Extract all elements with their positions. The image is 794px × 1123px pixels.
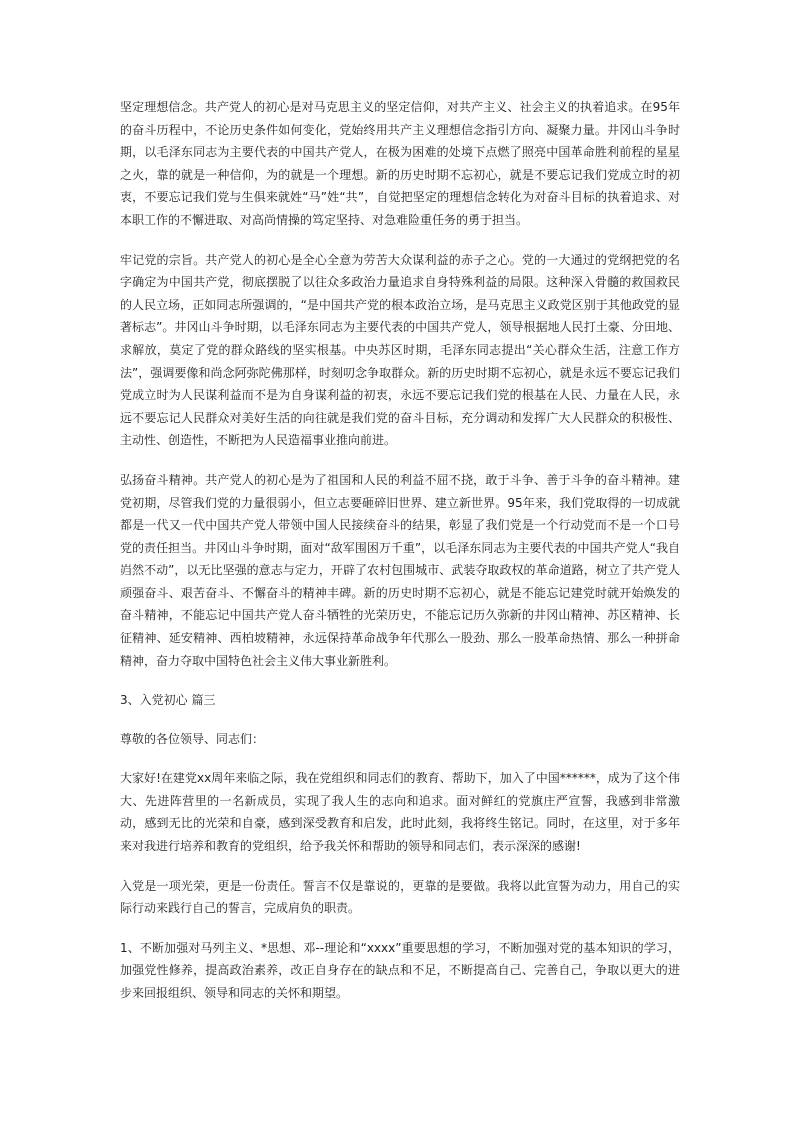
paragraph-ideals: 坚定理想信念。共产党人的初心是对马克思主义的坚定信仰，对共产主义、社会主义的执着追求。在95年的奋斗历程中，不论历史条件如何变化，党始终用共产主义理想信念指引方向、凝聚力量。井冈山斗争时期，以毛泽东同志为主要代表的中国共产党人，在极为困难的处境下点燃了照亮中国革命胜利前程的星星之火，靠的就是一种信仰，为的就是一个理想。新的历史时期不忘初心，就是不要忘记我们党成立时的初衷，不要忘记我们党与生俱来就姓“马”姓“共”，自觉把坚定的理想信念转化为对奋斗目标的执着追求、对本职工作的不懈进取、对高尚情操的笃定坚持、对急难险重任务的勇于担当。	[120, 100, 680, 227]
paragraph-struggle: 弘扬奋斗精神。共产党人的初心是为了祖国和人民的利益不屈不挠，敢于斗争、善于斗争的奋斗精神。建党初期，尽管我们党的力量很弱小，但立志要砸碎旧世界、建立新世界。95年来，我们党取得的一切成就都是一代又一代中国共产党人带领中国人民接续奋斗的结果，彰显了我们党是一个行动党而不是一个口号党的责任担当。井冈山斗争时期，面对“敌军围困万千重”，以毛泽东同志为主要代表的中国共产党人“我自岿然不动”，以无比坚强的意志与定力，开辟了农村包围城市、武装夺取政权的革命道路，树立了共产党人顽强奋斗、艰苦奋斗、不懈奋斗的精神丰碑。新的历史时期不忘初心，就是不能忘记建党时就开始焕发的奋斗精神，不能忘记中国共产党人奋斗牺牲的光荣历史，不能忘记历久弥新的井冈山精神、苏区精神、长征精神、延安精神、西柏坡精神，永远保持革命战争年代那么一股劲、那么一股革命热情、那么一种拼命精神，奋力夺取中国特色社会主义伟大事业新胜利。	[120, 472, 680, 668]
paragraph-item-1: 1、不断加强对马列主义、*思想、邓--理论和“xxxx”重要思想的学习，不断加强对党的基本知识的学习，加强党性修养，提高政治素养，改正自身存在的缺点和不足，不断提高自己、完善自己，争取以更大的进步来回报组织、领导和同志的关怀和期望。	[120, 940, 680, 1000]
document-page	[120, 96, 680, 1022]
paragraph-greeting: 大家好!在建党xx周年来临之际，我在党组织和同志们的教育、帮助下，加入了中国******，成为了这个伟大、先进阵营里的一名新成员，实现了我人生的志向和追求。面对鲜红的党旗庄严宣誓，我感到非常激动，感到无比的光荣和自豪，感到深受教育和启发，此时此刻，我将终生铭记。同时，在这里，对于多年来对我进行培养和教育的党组织，给予我关怀和帮助的领导和同志们，表示深深的感谢!	[120, 771, 680, 854]
salutation: 尊敬的各位领导、同志们：	[120, 732, 265, 747]
paragraph-purpose: 牢记党的宗旨。共产党人的初心是全心全意为劳苦大众谋利益的赤子之心。党的一大通过的党纲把党的名字确定为中国共产党，彻底摆脱了以往众多政治力量追求自身特殊利益的局限。这种深入骨髓的救国救民的人民立场，正如同志所强调的，“是中国共产党的根本政治立场，是马克思主义政党区别于其他政党的显著标志”。井冈山斗争时期，以毛泽东同志为主要代表的中国共产党人，领导根据地人民打土豪、分田地、求解放，莫定了党的群众路线的坚实根基。中央苏区时期，毛泽东同志提出“关心群众生活，注意工作方法”，强调要像和尚念阿弥陀佛那样，时刻叨念争取群众。新的历史时期不忘初心，就是永远不要忘记我们党成立时为人民谋利益而不是为自身谋利益的初衷，永远不要忘记我们党的根基在人民、力量在人民，永远不要忘记人民群众对美好生活的向往就是我们党的奋斗目标，充分调动和发挥广大人民群众的积极性、主动性、创造性，不断把为人民造福事业推向前进。	[120, 252, 680, 448]
paragraph-responsibility: 入党是一项光荣，更是一份责任。誓言不仅是靠说的，更靠的是要做。我将以此宣誓为动力，用自己的实际行动来践行自己的誓言，完成肩负的职责。	[120, 878, 680, 916]
section-heading: 3、入党初心 篇三	[120, 693, 216, 708]
